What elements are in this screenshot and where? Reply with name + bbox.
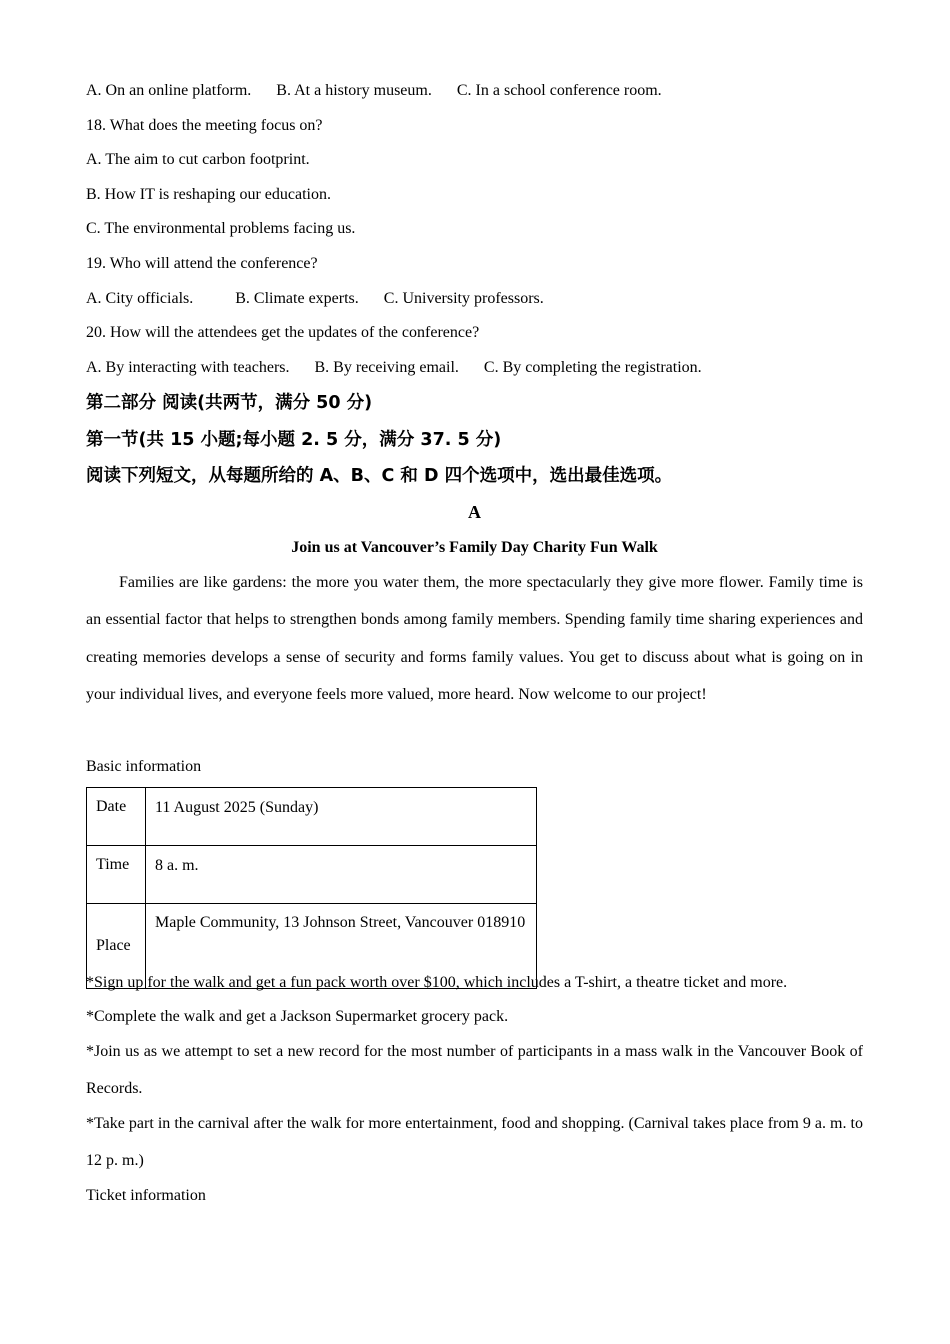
passage-label: A <box>468 502 481 522</box>
time-key: Time <box>96 856 130 873</box>
q18-option-a: A. The aim to cut carbon footprint. <box>86 151 310 168</box>
table-key <box>87 846 146 904</box>
q17-options <box>86 81 662 101</box>
note-item: *Complete the walk and get a Jackson Supermarket grocery pack. <box>86 1008 509 1025</box>
table-row <box>87 846 537 904</box>
note-item: *Sign up for the walk and get a fun pack worth over $100, which includes a T-shirt, a theatre ticket and more. <box>86 974 788 991</box>
q18-option-c: C. The environmental problems facing us. <box>86 220 356 237</box>
note-item: *Join us as we attempt to set a new record for the most number of participants in a mass walk in the Vancouver Book of Records. <box>86 1043 863 1098</box>
place-value: Maple Community, 13 Johnson Street, Vancouver 018910 <box>155 914 526 931</box>
q19-options <box>86 289 544 309</box>
q20-options <box>86 358 702 378</box>
q19-question: 19. Who will attend the conference? <box>86 255 318 272</box>
part-heading: 第二部分 阅读(共两节，满分 50 分) <box>86 393 373 413</box>
basic-info-table <box>86 787 537 989</box>
q18-question: 18. What does the meeting focus on? <box>86 117 323 134</box>
q17-option-b: B. At a history museum. <box>276 82 432 99</box>
q19-option-b: B. Climate experts. <box>235 290 359 307</box>
place-key: Place <box>96 937 131 954</box>
table-value <box>146 846 537 904</box>
q20-option-a: A. By interacting with teachers. <box>86 359 290 376</box>
q18-option-b: B. How IT is reshaping our education. <box>86 186 331 203</box>
table-row <box>87 788 537 846</box>
date-key: Date <box>96 798 127 815</box>
q20-option-c: C. By completing the registration. <box>483 359 702 376</box>
q19-option-c: C. University professors. <box>383 290 544 307</box>
ticket-info-label: Ticket information <box>86 1187 206 1204</box>
passage-intro: Families are like gardens: the more you water them, the more spectacularly they give more flower. Family time is an essential factor that helps to strengthen bonds among family members. Spending family time sharing experiences and creating memories develops a sense of security and forms family values. You get to discuss about what is going on in your individual lives, and everyone feels more valued, more heard. Now welcome to our project! <box>86 574 863 704</box>
sub-heading: 第一节(共 15 小题;每小题 2. 5 分，满分 37. 5 分) <box>86 430 502 450</box>
basic-info-label: Basic information <box>86 758 202 775</box>
q20-option-b: B. By receiving email. <box>314 359 459 376</box>
q20-question: 20. How will the attendees get the updates of the conference? <box>86 324 480 341</box>
q17-option-a: A. On an online platform. <box>86 82 252 99</box>
instruction: 阅读下列短文，从每题所给的 A、B、C 和 D 四个选项中，选出最佳选项。 <box>86 466 673 486</box>
table-key <box>87 788 146 846</box>
q17-option-c: C. In a school conference room. <box>456 82 662 99</box>
note-item: *Take part in the carnival after the walk for more entertainment, food and shopping. (Carnival takes place from 9 a. m. to 12 p. m.) <box>86 1115 863 1170</box>
passage-title: Join us at Vancouver’s Family Day Charity Fun Walk <box>291 539 658 556</box>
time-value: 8 a. m. <box>155 857 199 874</box>
table-value <box>146 788 537 846</box>
date-value: 11 August 2025 (Sunday) <box>155 799 319 816</box>
q19-option-a: A. City officials. <box>86 290 194 307</box>
